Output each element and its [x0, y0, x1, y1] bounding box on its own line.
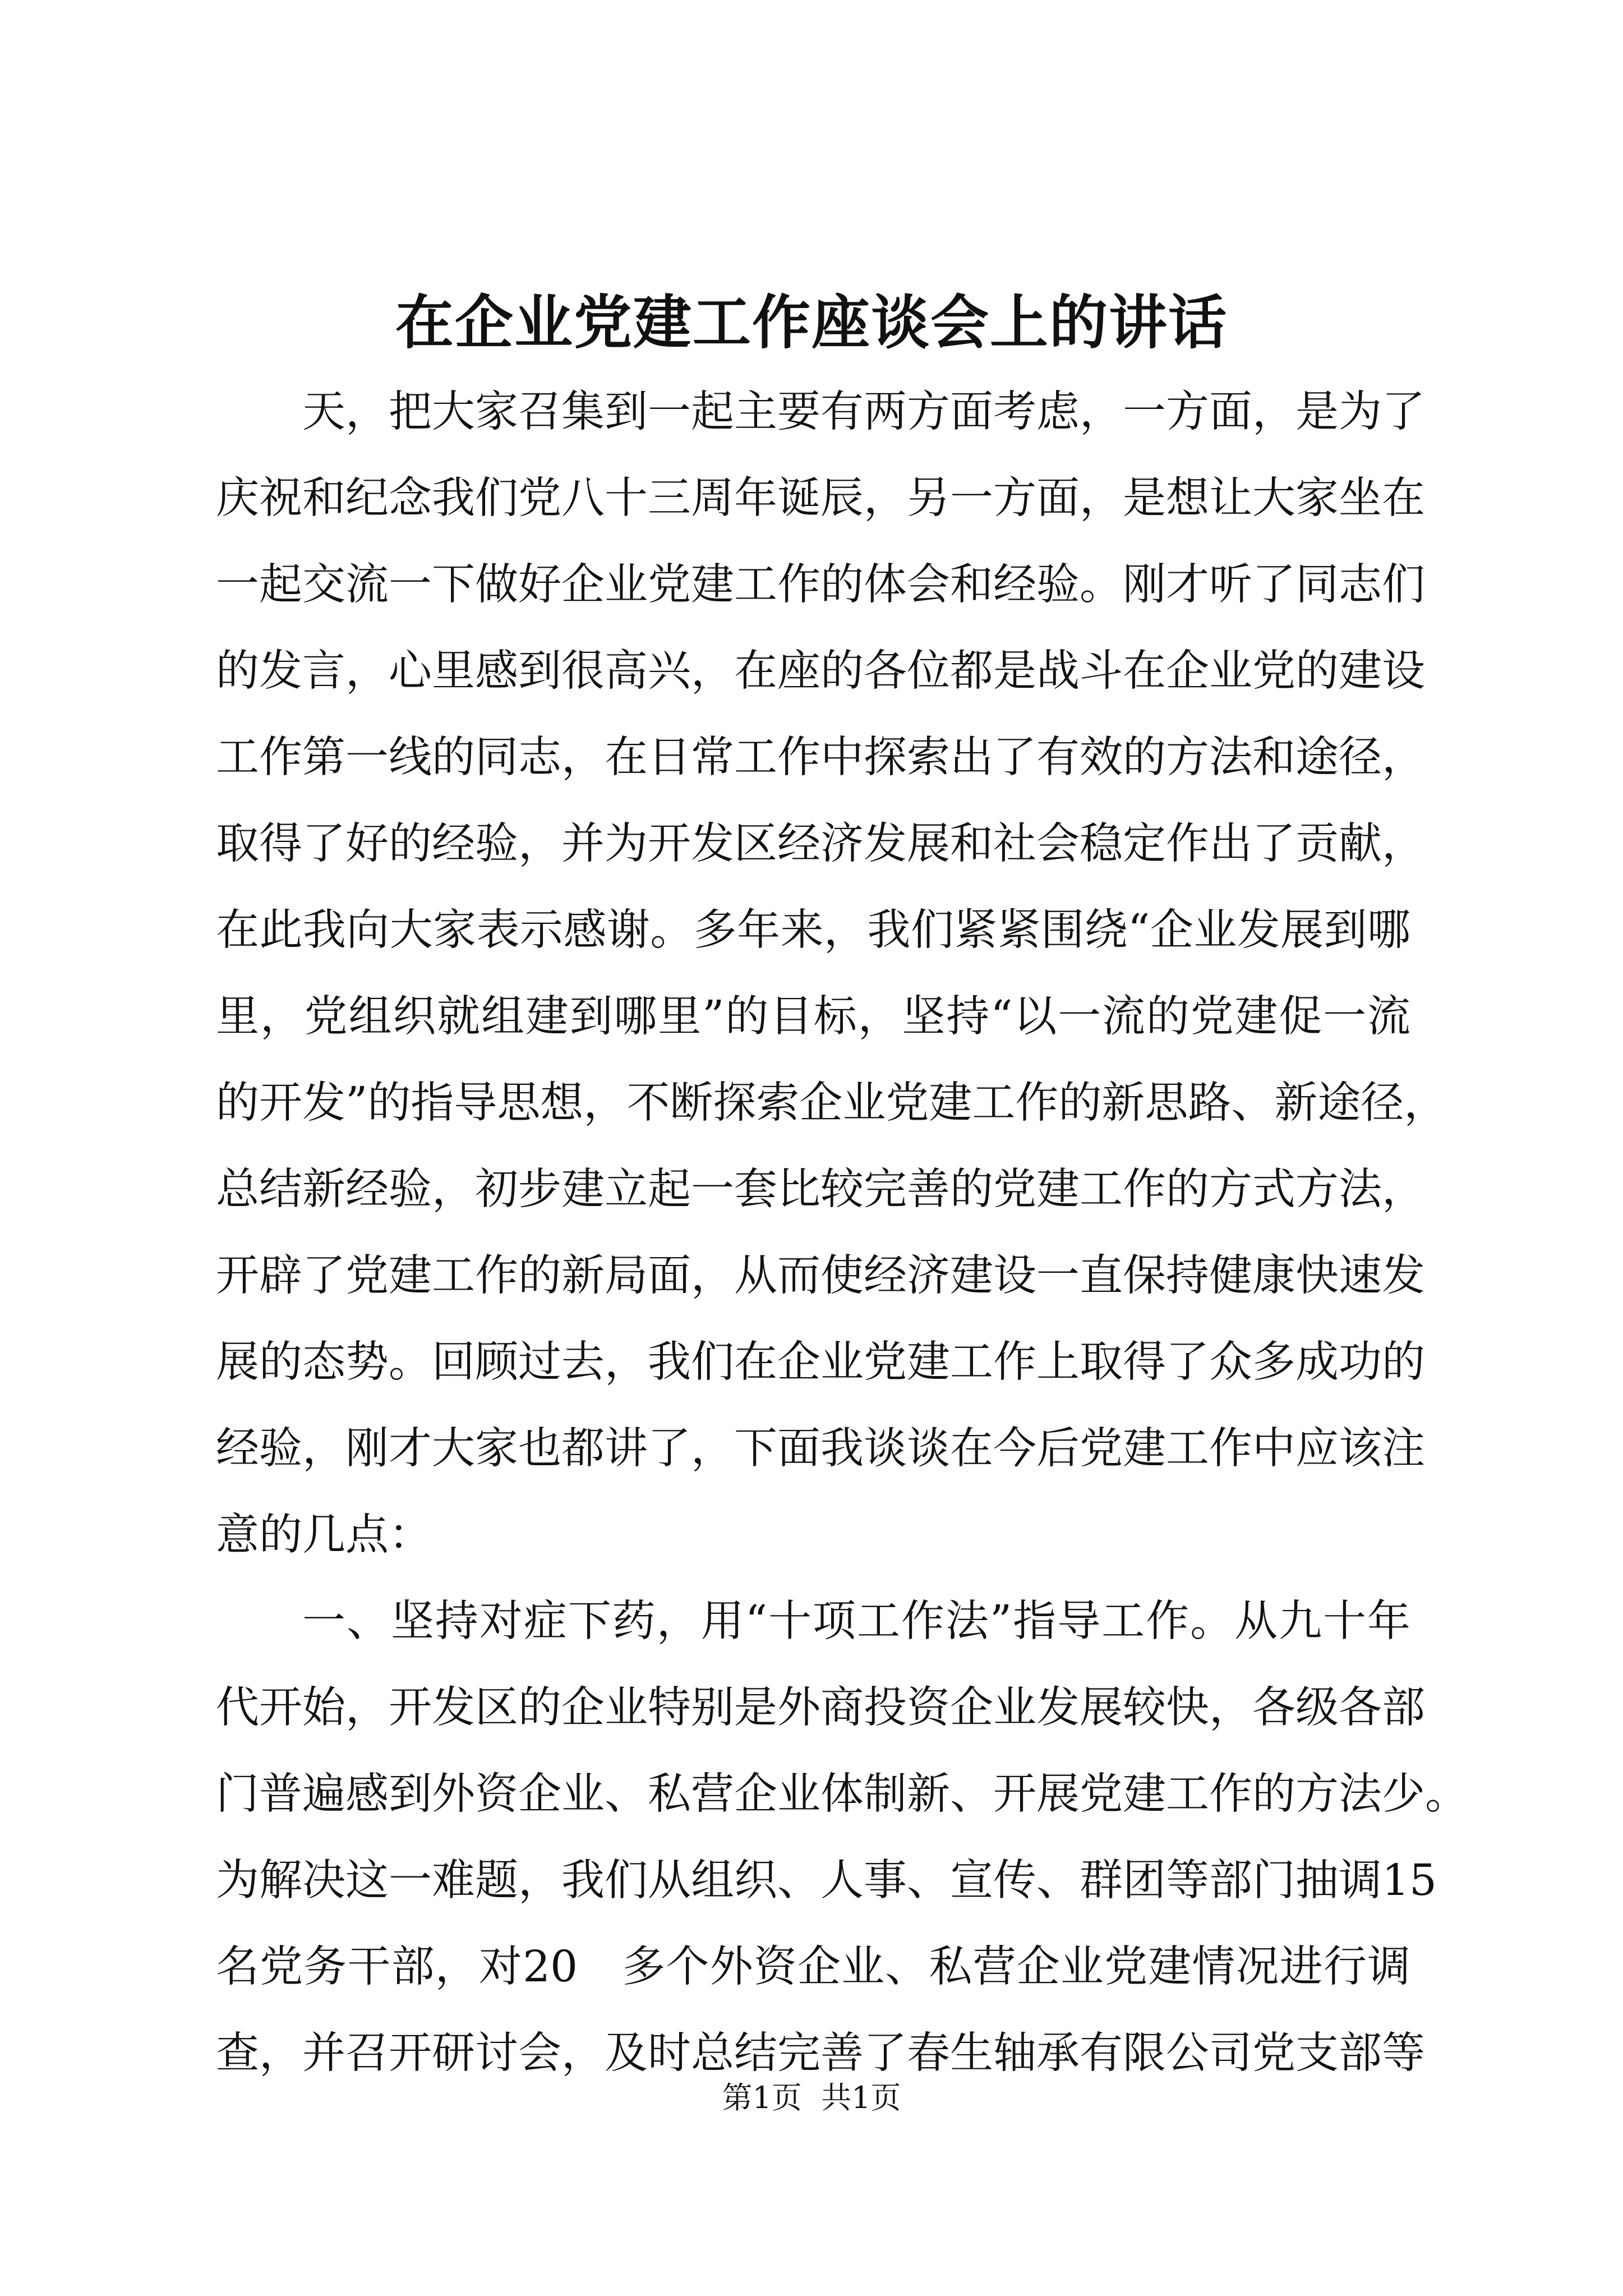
- text-line: 名党务干部，对20 多个外资企业、私营企业党建情况进行调: [216, 1941, 1410, 1992]
- text-line: 查，并召开研讨会，及时总结完善了春生轴承有限公司党支部等: [216, 2028, 1425, 2078]
- text-line: 为解决这一难题，我们从组织、人事、宣传、群团等部门抽调15: [216, 1855, 1437, 1906]
- text-line: 庆祝和纪念我们党八十三周年诞辰，另一方面，是想让大家坐在: [216, 473, 1425, 523]
- text-line: 代开始，开发区的企业特别是外商投资企业发展较快，各级各部: [216, 1682, 1425, 1733]
- text-line: 一、坚持对症下药，用“十项工作法”指导工作。从九十年: [302, 1596, 1410, 1646]
- text-line: 取得了好的经验，并为开发区经济发展和社会稳定作出了贡献，: [216, 818, 1425, 869]
- text-line: 经验，刚才大家也都讲了，下面我谈谈在今后党建工作中应该注: [216, 1423, 1425, 1474]
- text-line: 天，把大家召集到一起主要有两方面考虑，一方面，是为了: [302, 386, 1425, 437]
- text-line: 里，党组织就组建到哪里”的目标，坚持“以一流的党建促一流: [216, 991, 1410, 1042]
- text-line: 工作第一线的同志，在日常工作中探索出了有效的方法和途径，: [216, 732, 1425, 783]
- text-line: 的开发”的指导思想，不断探索企业党建工作的新思路、新途径，: [216, 1078, 1447, 1128]
- text-line: 总结新经验，初步建立起一套比较完善的党建工作的方式方法，: [216, 1164, 1425, 1214]
- document-title: 在企业党建工作座谈会上的讲话: [395, 288, 1228, 357]
- text-line: 展的态势。回顾过去，我们在企业党建工作上取得了众多成功的: [216, 1337, 1425, 1387]
- document-body: [216, 365, 1468, 2092]
- text-line: 在此我向大家表示感谢。多年来，我们紧紧围绕“企业发展到哪: [216, 905, 1410, 955]
- text-line: 开辟了党建工作的新局面，从而使经济建设一直保持健康快速发: [216, 1250, 1425, 1301]
- text-line: 一起交流一下做好企业党建工作的体会和经验。刚才听了同志们: [216, 559, 1425, 610]
- page-footer: 第1页 共1页: [722, 2080, 901, 2115]
- text-line: 的发言，心里感到很高兴，在座的各位都是战斗在企业党的建设: [216, 646, 1425, 696]
- text-line: 意的几点：: [216, 1510, 432, 1560]
- text-line: 门普遍感到外资企业、私营企业体制新、开展党建工作的方法少。: [216, 1769, 1468, 1819]
